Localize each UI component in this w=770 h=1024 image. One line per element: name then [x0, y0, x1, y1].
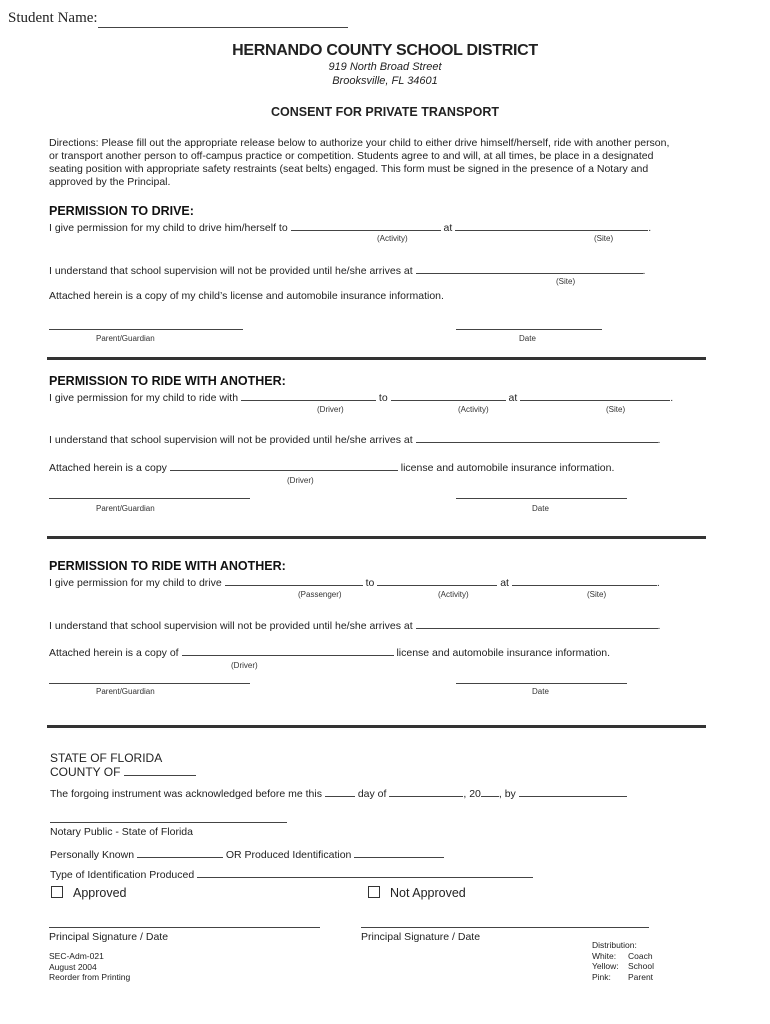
- s2-date-field[interactable]: [456, 498, 627, 499]
- approved-checkbox[interactable]: [51, 886, 63, 898]
- s3-line-1-text: I give permission for my child to drive: [49, 577, 222, 589]
- id-type-field[interactable]: [197, 867, 533, 878]
- student-name-field[interactable]: [98, 27, 348, 28]
- notary-county-label: COUNTY OF: [50, 765, 121, 779]
- personally-known-label: Personally Known: [50, 849, 135, 861]
- s3-passenger-caption: (Passenger): [298, 590, 342, 599]
- s2-line-2: I understand that school supervision will not be provided until he/she arrives at .: [49, 434, 661, 446]
- not-approved-checkbox[interactable]: [368, 886, 380, 898]
- s1-line-1-text: I give permission for my child to drive him/herself to: [49, 222, 288, 234]
- address-line-2: Brooksville, FL 34601: [332, 75, 438, 87]
- s3-arrival-site-field[interactable]: [416, 618, 658, 629]
- s2-site-field[interactable]: [520, 390, 670, 401]
- directions-line: or transport another person to off-campus practice or competition. Students agree to and will, at all times, be place in a designated: [49, 150, 654, 162]
- s1-at: at: [443, 222, 453, 234]
- s1-date-caption: Date: [519, 334, 536, 343]
- section-1-heading: PERMISSION TO DRIVE:: [49, 204, 194, 218]
- approved-label: Approved: [73, 886, 127, 900]
- copy-recipient: Coach: [628, 950, 653, 961]
- s2-parent-caption: Parent/Guardian: [96, 504, 155, 513]
- notary-by-field[interactable]: [519, 786, 627, 797]
- s2-activity-field[interactable]: [391, 390, 506, 401]
- s3-date-field[interactable]: [456, 683, 627, 684]
- s2-line-3-text: Attached herein is a copy: [49, 462, 167, 474]
- s2-driver-field[interactable]: [241, 390, 376, 401]
- id-type-label: Type of Identification Produced: [50, 869, 195, 881]
- s1-parent-caption: Parent/Guardian: [96, 334, 155, 343]
- distribution-row: [592, 961, 654, 972]
- s3-driver-caption: (Driver): [231, 661, 258, 670]
- form-title: CONSENT FOR PRIVATE TRANSPORT: [270, 105, 499, 119]
- distribution-label: Distribution:: [592, 940, 637, 950]
- s2-site-caption: (Site): [606, 405, 626, 414]
- s2-driver-caption: (Driver): [317, 405, 344, 414]
- address-line-1: 919 North Broad Street: [328, 61, 442, 73]
- s3-line-2-text: I understand that school supervision will not be provided until he/she arrives at: [49, 620, 413, 632]
- distribution-block: [592, 940, 654, 982]
- notary-state: STATE OF FLORIDA: [50, 751, 163, 765]
- form-revision-date: August 2004: [49, 961, 97, 972]
- s2-to: to: [378, 392, 388, 404]
- principal-signature-2-caption: Principal Signature / Date: [361, 931, 481, 943]
- section-2-heading: PERMISSION TO RIDE WITH ANOTHER:: [49, 374, 286, 388]
- notary-identification: [50, 847, 444, 861]
- notary-public-label: Notary Public - State of Florida: [50, 826, 193, 838]
- notary-id-type: [50, 867, 533, 881]
- copy-color: White:: [592, 950, 617, 961]
- s2-line-3: [49, 460, 614, 474]
- notary-year-field[interactable]: [481, 786, 499, 797]
- district-title: HERNANDO COUNTY SCHOOL DISTRICT: [232, 42, 538, 59]
- s1-date-field[interactable]: [456, 329, 602, 330]
- s3-site-caption: (Site): [587, 590, 607, 599]
- produced-id-label: OR Produced Identification: [225, 849, 352, 861]
- s1-activity-field[interactable]: [291, 220, 441, 231]
- s2-at: at: [508, 392, 518, 404]
- s3-passenger-field[interactable]: [225, 575, 363, 586]
- section-divider: [47, 725, 706, 728]
- copy-color: Yellow:: [592, 961, 619, 971]
- s3-line-3-end: license and automobile insurance information.: [396, 647, 611, 659]
- approved-option[interactable]: [51, 886, 127, 900]
- s3-activity-field[interactable]: [377, 575, 497, 586]
- s2-arrival-site-field[interactable]: [416, 432, 658, 443]
- form-code: SEC-Adm-021: [49, 951, 104, 961]
- s3-line-1: I give permission for my child to drive to at .: [49, 577, 660, 589]
- copy-color: Pink:: [592, 971, 611, 982]
- produced-id-field[interactable]: [354, 847, 444, 858]
- notary-ack-20: , 20: [463, 788, 481, 800]
- s1-site-caption: (Site): [594, 234, 614, 243]
- directions-line: seating position with appropriate safety restraints (seat belts) engaged. This form must be signed in the presence of a Notary and: [49, 163, 649, 175]
- s3-line-2: I understand that school supervision will not be provided until he/she arrives at .: [49, 620, 661, 632]
- s3-line-3-text: Attached herein is a copy of: [49, 647, 179, 659]
- form-footer: [49, 951, 130, 983]
- s2-line-2-text: I understand that school supervision will not be provided until he/she arrives at: [49, 434, 413, 446]
- student-name-label: Student Name:: [8, 10, 98, 26]
- s2-line-1: I give permission for my child to ride with to at .: [49, 392, 674, 404]
- notary-county-field[interactable]: [124, 765, 196, 776]
- s1-line-1: I give permission for my child to drive him/herself to at .: [49, 222, 652, 234]
- copy-recipient: Parent: [628, 971, 654, 982]
- section-3-heading: PERMISSION TO RIDE WITH ANOTHER:: [49, 559, 286, 573]
- personally-known-field[interactable]: [137, 847, 223, 858]
- s3-site-field[interactable]: [512, 575, 657, 586]
- s3-line-3: [49, 645, 610, 659]
- s3-parent-signature-field[interactable]: [49, 683, 250, 684]
- s2-line-3-end: license and automobile insurance information.: [400, 462, 615, 474]
- not-approved-label: Not Approved: [390, 886, 466, 900]
- s1-line-2: I understand that school supervision will not be provided until he/she arrives at .: [49, 265, 646, 277]
- s2-date-caption: Date: [532, 504, 549, 513]
- distribution-row: [592, 972, 654, 983]
- distribution-row: [592, 951, 654, 962]
- directions-line: approved by the Principal.: [49, 176, 171, 188]
- s2-activity-caption: (Activity): [458, 405, 489, 414]
- s3-date-caption: Date: [532, 687, 549, 696]
- directions: [49, 137, 669, 189]
- principal-signature-1-caption: Principal Signature / Date: [49, 931, 169, 943]
- s3-parent-caption: Parent/Guardian: [96, 687, 155, 696]
- reorder-note: Reorder from Printing: [49, 972, 131, 982]
- notary-day-field[interactable]: [325, 786, 355, 797]
- notary-ack-dayof: day of: [357, 788, 387, 800]
- section-divider: [47, 536, 706, 539]
- s3-to: to: [365, 577, 375, 589]
- s3-activity-caption: (Activity): [438, 590, 469, 599]
- s2-driver-caption-2: (Driver): [287, 476, 314, 485]
- not-approved-option[interactable]: [368, 886, 466, 900]
- s2-parent-signature-field[interactable]: [49, 498, 250, 499]
- s2-line-1-text: I give permission for my child to ride with: [49, 392, 239, 404]
- notary-ack-text: The forgoing instrument was acknowledged before me this: [50, 788, 322, 800]
- section-divider: [47, 357, 706, 360]
- notary-county-line: [50, 765, 196, 779]
- s1-parent-signature-field[interactable]: [49, 329, 243, 330]
- copy-recipient: School: [628, 961, 654, 971]
- notary-acknowledgment: [50, 786, 627, 800]
- s1-site-field[interactable]: [455, 220, 648, 231]
- s1-line-3: Attached herein is a copy of my child’s license and automobile insurance information.: [49, 290, 444, 302]
- principal-signature-2-field[interactable]: [361, 927, 649, 928]
- principal-signature-1-field[interactable]: [49, 927, 320, 928]
- s1-arrival-site-field[interactable]: [416, 263, 643, 274]
- directions-line: Directions: Please fill out the appropriate release below to authorize your child to either drive himself/herself, ride with another person,: [49, 137, 670, 149]
- notary-ack-by: , by: [498, 788, 516, 800]
- s1-site-caption-2: (Site): [556, 277, 576, 286]
- s3-copy-driver-field[interactable]: [182, 645, 394, 656]
- s3-at: at: [500, 577, 509, 589]
- s1-line-2-text: I understand that school supervision will not be provided until he/she arrives at: [49, 265, 413, 277]
- notary-month-field[interactable]: [389, 786, 463, 797]
- s2-copy-driver-field[interactable]: [170, 460, 398, 471]
- s1-activity-caption: (Activity): [377, 234, 408, 243]
- notary-signature-field[interactable]: [50, 822, 287, 823]
